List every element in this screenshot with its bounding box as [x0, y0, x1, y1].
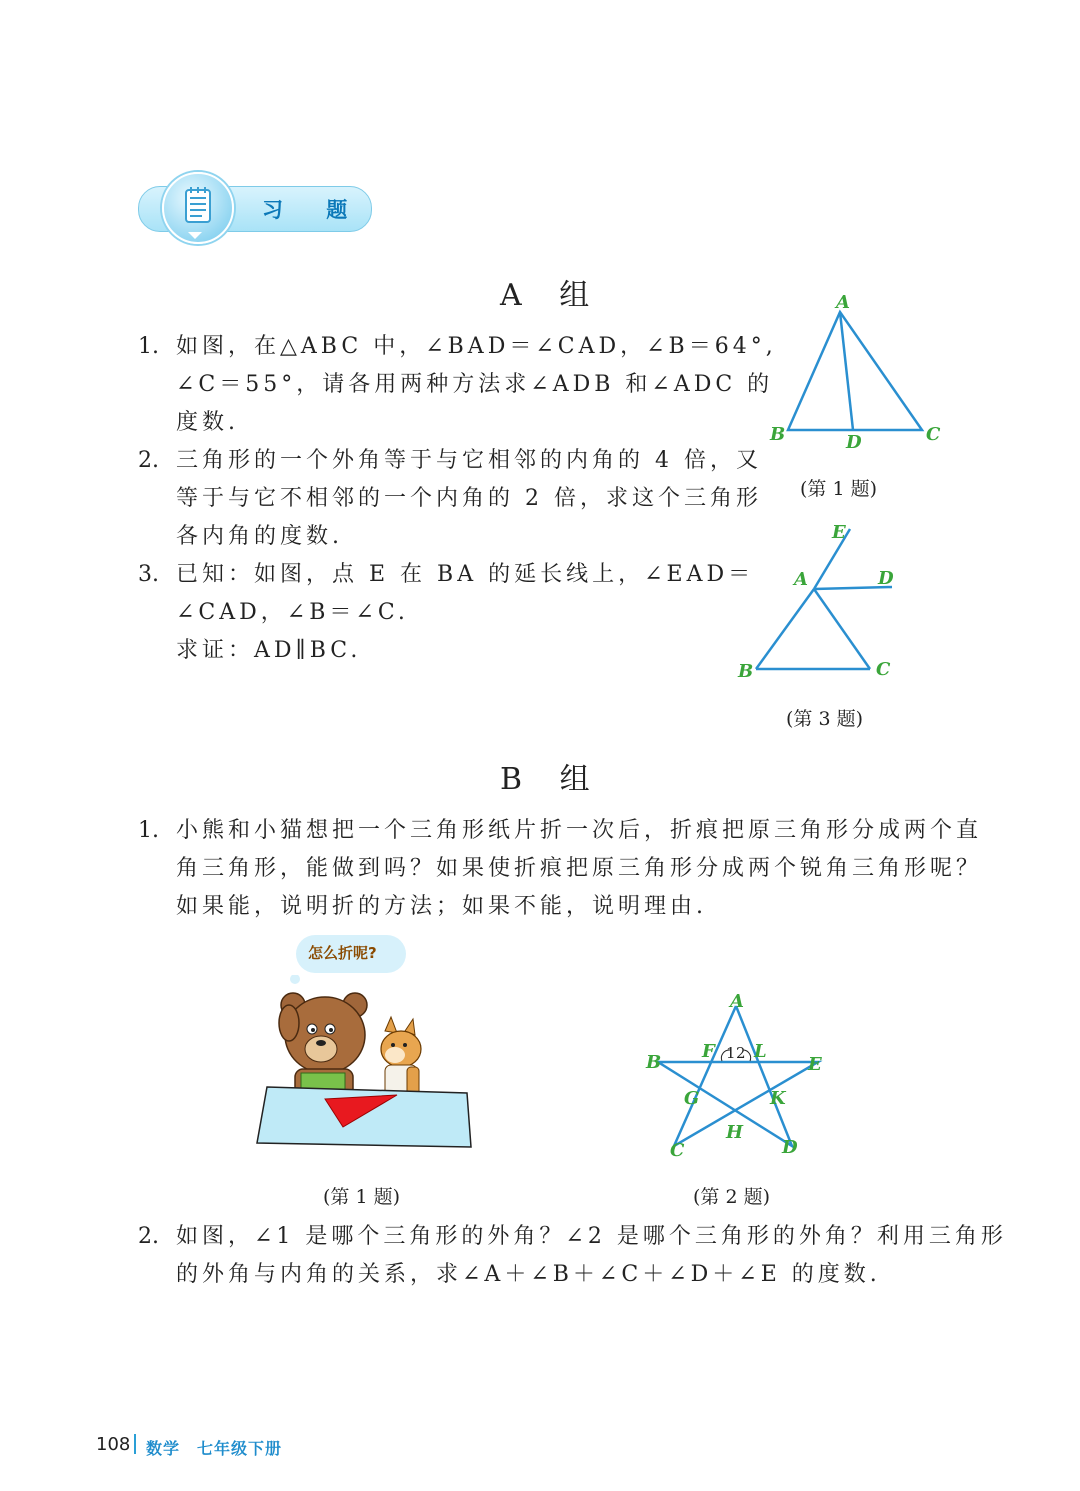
label-d: D: [878, 568, 894, 589]
label-g: G: [684, 1088, 700, 1109]
problem-a3-line3: 求证：AD∥BC.: [176, 638, 362, 663]
problem-a1-line3: 度数.: [176, 410, 239, 435]
figure-b1-caption: (第 1 题): [323, 1186, 400, 1208]
thought-bubble-text: 怎么折呢?: [308, 944, 377, 962]
label-a: A: [730, 991, 744, 1012]
problem-a1-line2: ∠C＝55°，请各用两种方法求∠ADB 和∠ADC 的: [176, 372, 774, 397]
problem-a1-line1: 如图，在△ABC 中，∠BAD＝∠CAD，∠B＝64°,: [176, 334, 777, 359]
label-k: K: [770, 1088, 786, 1109]
problem-a2-number: 2.: [138, 448, 159, 473]
book-title: 数学 七年级下册: [146, 1439, 283, 1458]
problem-b1-line2: 角三角形，能做到吗？如果使折痕把原三角形分成两个锐角三角形呢？: [176, 856, 983, 881]
bear-cat-illustration: [255, 975, 480, 1155]
problem-a1-number: 1.: [138, 334, 159, 359]
problem-b2-line1: 如图，∠1 是哪个三角形的外角？∠2 是哪个三角形的外角？利用三角形: [176, 1224, 1007, 1249]
footer-divider: [134, 1434, 136, 1454]
angle-1-label: 1: [726, 1044, 736, 1062]
figure-a1-caption: (第 1 题): [800, 478, 877, 500]
group-a-title: A 组: [500, 278, 604, 313]
label-l: L: [754, 1041, 767, 1062]
cat-icon: [381, 1017, 421, 1097]
label-f: F: [702, 1041, 715, 1062]
figure-a3-caption: (第 3 题): [786, 708, 863, 730]
problem-a2-line1: 三角形的一个外角等于与它相邻的内角的 4 倍，又: [176, 448, 762, 473]
problem-b1-line3: 如果能，说明折的方法；如果不能，说明理由.: [176, 894, 707, 919]
label-b: B: [738, 661, 754, 682]
label-c: C: [926, 424, 941, 445]
problem-a3-line2: ∠CAD，∠B＝∠C.: [176, 600, 409, 625]
label-a: A: [836, 292, 850, 313]
problem-b1-number: 1.: [138, 818, 159, 843]
group-b-title: B 组: [500, 762, 604, 797]
figure-a1-triangle: [750, 290, 960, 460]
bear-icon: [279, 993, 367, 1101]
figure-b2-pentagram: [638, 988, 838, 1168]
label-h: H: [726, 1122, 744, 1143]
figure-a3-triangle: [730, 515, 920, 685]
section-title: 习 题: [262, 198, 366, 222]
label-e: E: [808, 1054, 822, 1075]
label-b: B: [646, 1052, 662, 1073]
label-b: B: [770, 424, 786, 445]
problem-a2-line3: 各内角的度数.: [176, 524, 343, 549]
label-e: E: [832, 522, 846, 543]
label-a: A: [794, 569, 808, 590]
page-number: 108: [96, 1434, 131, 1455]
problem-a3-number: 3.: [138, 562, 159, 587]
label-d: D: [846, 432, 862, 453]
problem-b1-line1: 小熊和小猫想把一个三角形纸片折一次后，折痕把原三角形分成两个直: [176, 818, 983, 843]
figure-b2-caption: (第 2 题): [693, 1186, 770, 1208]
label-c: C: [876, 659, 891, 680]
problem-b2-number: 2.: [138, 1224, 159, 1249]
problem-a2-line2: 等于与它不相邻的一个内角的 2 倍，求这个三角形: [176, 486, 762, 511]
problem-a3-line1: 已知：如图，点 E 在 BA 的延长线上，∠EAD＝: [176, 562, 755, 587]
problem-b2-line2: 的外角与内角的关系，求∠A＋∠B＋∠C＋∠D＋∠E 的度数.: [176, 1262, 881, 1287]
angle-2-label: 2: [736, 1044, 746, 1062]
chevron-down-icon: [188, 232, 202, 239]
label-d: D: [782, 1137, 798, 1158]
label-c: C: [670, 1140, 685, 1161]
